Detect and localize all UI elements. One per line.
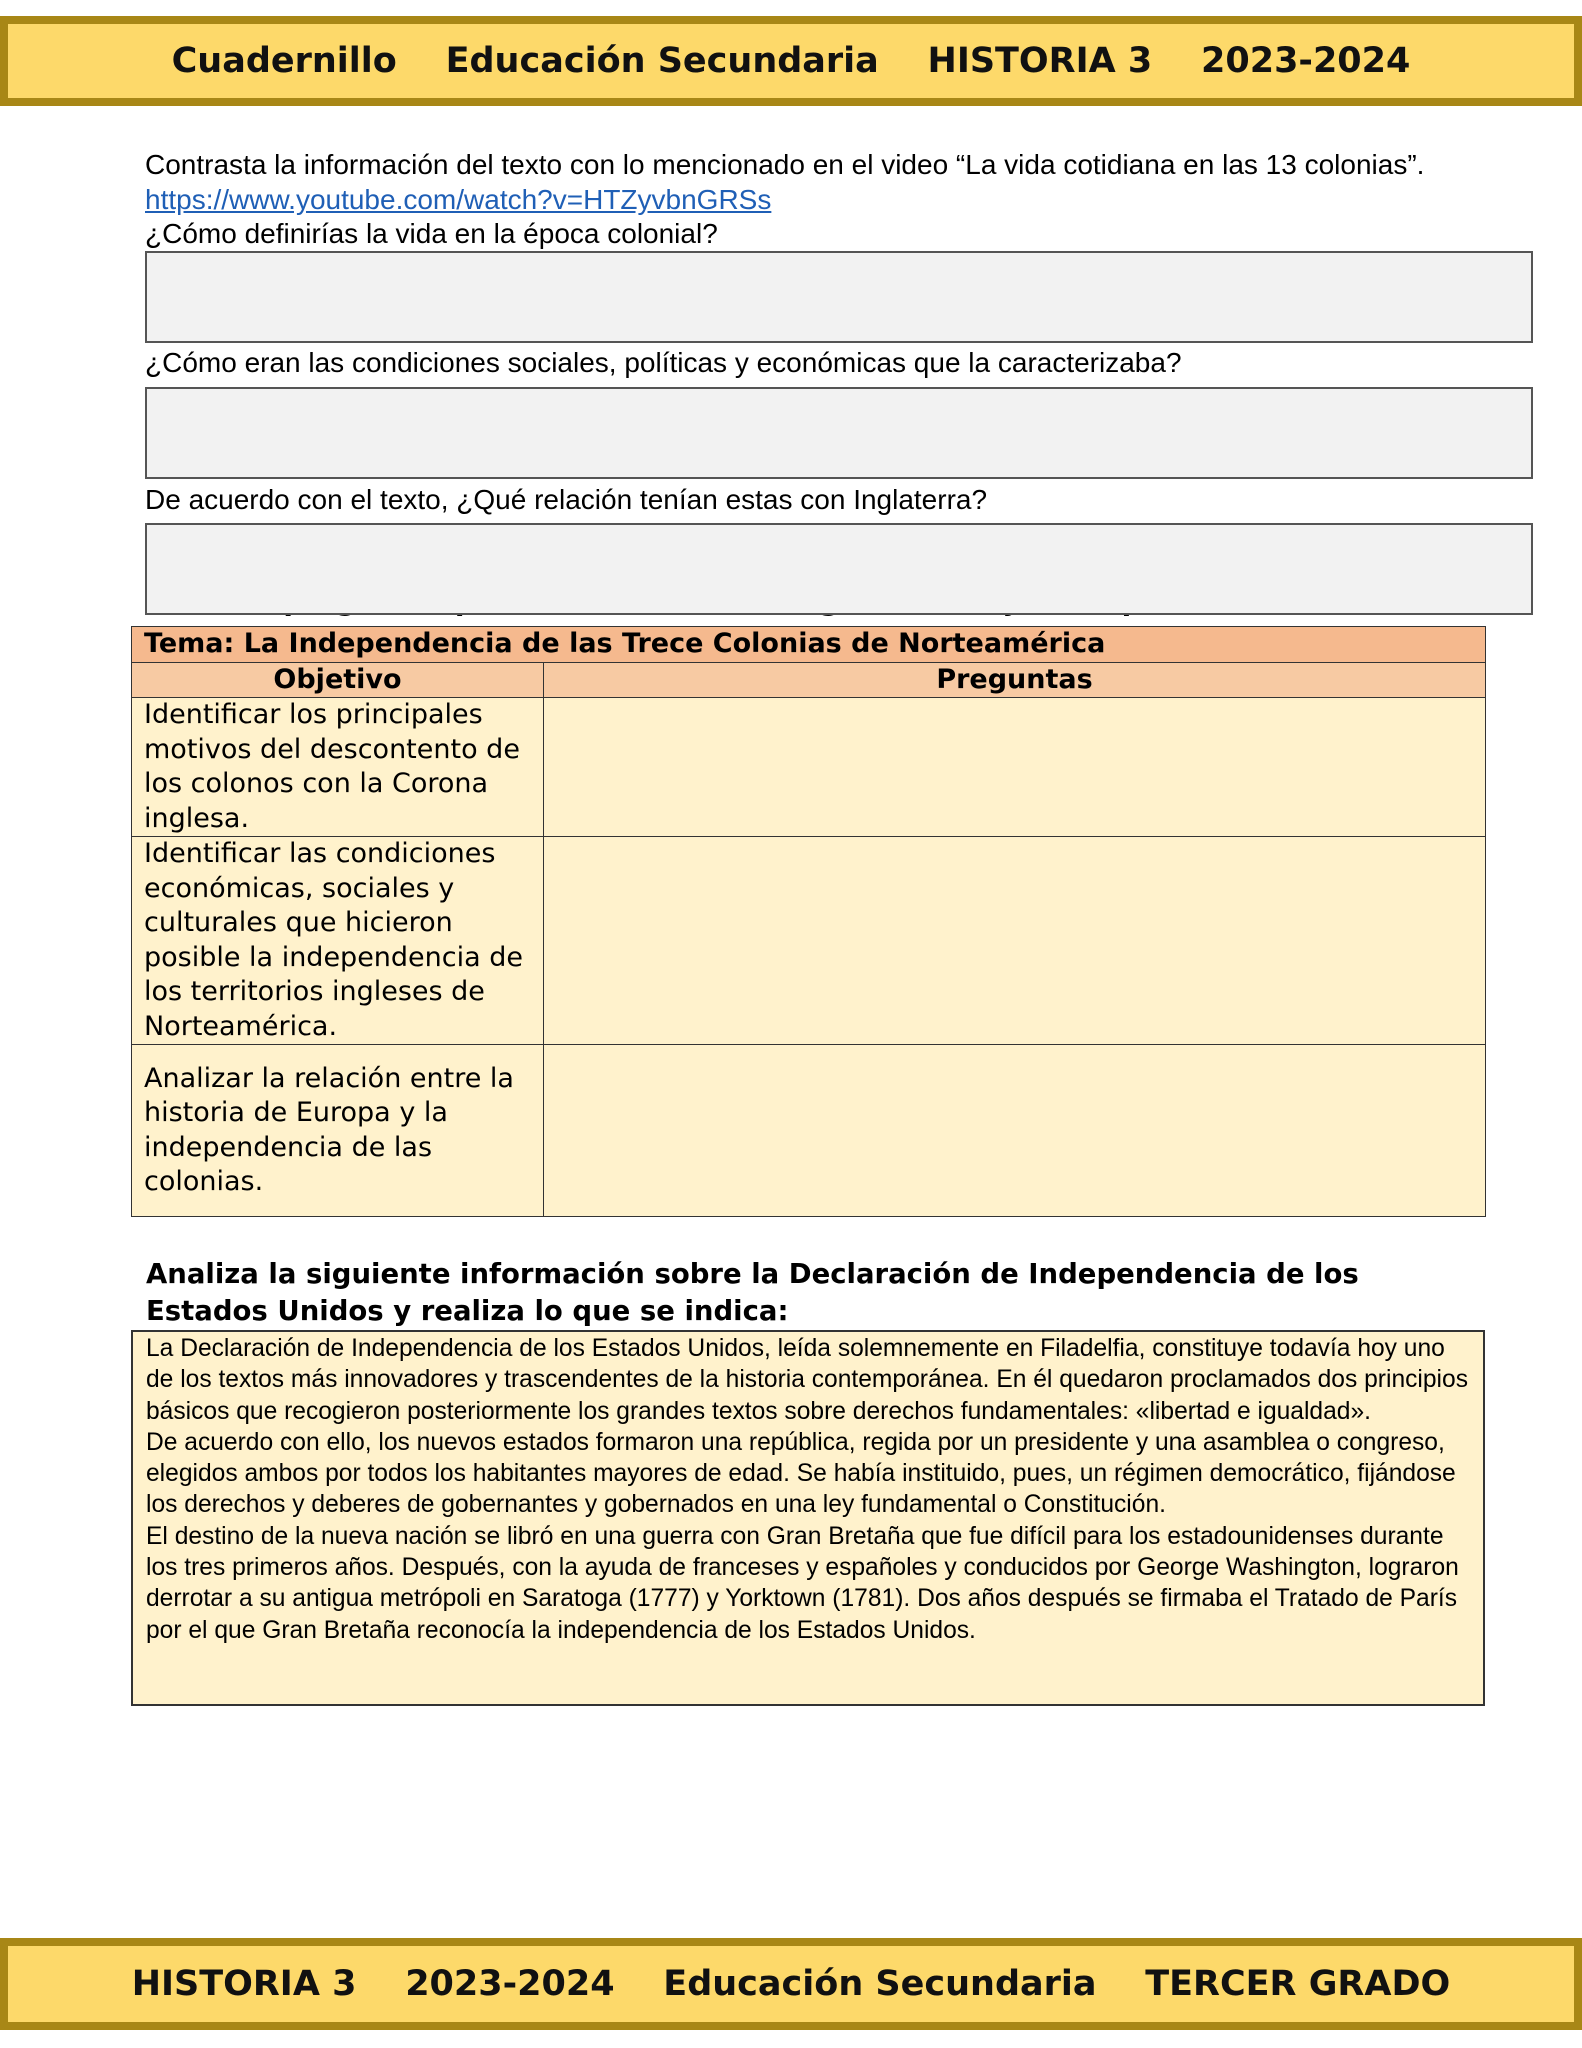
question-3-label: De acuerdo con el texto, ¿Qué relación tenían estas con Inglaterra?	[145, 484, 988, 515]
objective-cell: Analizar la relación entre la historia de Europa y la independencia de las colonias.	[132, 1045, 544, 1217]
declaration-paragraph: La Declaración de Independencia de los Estados Unidos, leída solemnemente en Filadelfia, constituye todavía hoy uno de los textos más innovadores y trascendentes de la historia contemporánea. En él quedaron proclamados dos principios básicos que recogieron posteriormente los grandes textos sobre derechos fundamentales: «libertad e igualdad».	[146, 1335, 1468, 1425]
column-header-preguntas: Preguntas	[544, 662, 1486, 698]
question-1-label: ¿Cómo definirías la vida en la época colonial?	[145, 218, 718, 249]
table-header-row	[132, 662, 1486, 698]
column-header-objetivo: Objetivo	[132, 662, 544, 698]
declaration-paragraph: De acuerdo con ello, los nuevos estados formaron una república, regida por un presidente y una asamblea o congreso, elegidos ambos por todos los habitantes mayores de edad. Se había instituido, pues, un régimen democrático, fijándose los derechos y deberes de gobernantes y gobernados en una ley fundamental o Constitución.	[146, 1428, 1456, 1519]
question-3-answer-box[interactable]	[145, 523, 1533, 615]
objective-cell: Identificar las condiciones económicas, sociales y culturales que hicieron posible la independencia de los territorios ingleses de Norteamérica.	[132, 837, 544, 1045]
video-link[interactable]: https://www.youtube.com/watch?v=HTZyvbnGRSs	[145, 184, 772, 215]
questions-cell[interactable]	[544, 837, 1486, 1045]
table-title: Tema: La Independencia de las Trece Colonias de Norteamérica	[132, 627, 1486, 663]
questions-cell[interactable]	[544, 1045, 1486, 1217]
table-title-row	[132, 627, 1486, 663]
footer-banner: HISTORIA 3 2023-2024 Educación Secundaria TERCER GRADO	[0, 1938, 1582, 2030]
table-row	[132, 1045, 1486, 1217]
declaration-heading: Analiza la siguiente información sobre la Declaración de Independencia de los Estados Unidos y realiza lo que se indica:	[146, 1258, 1359, 1327]
questions-cell[interactable]	[544, 698, 1486, 837]
question-2-label: ¿Cómo eran las condiciones sociales, políticas y económicas que la caracterizaba?	[145, 347, 1182, 378]
table-row	[132, 698, 1486, 837]
video-instruction: Contrasta la información del texto con lo mencionado en el video “La vida cotidiana en las 13 colonias”.	[145, 149, 1425, 180]
table-row	[132, 837, 1486, 1045]
header-banner: Cuadernillo Educación Secundaria HISTORIA 3 2023-2024	[0, 16, 1582, 106]
declaration-text-box	[131, 1330, 1485, 1706]
question-1-answer-box[interactable]	[145, 251, 1533, 343]
question-2-answer-box[interactable]	[145, 387, 1533, 479]
objective-cell: Identificar los principales motivos del descontento de los colonos con la Corona inglesa.	[132, 698, 544, 837]
objectives-table	[131, 626, 1486, 1217]
declaration-paragraph: El destino de la nueva nación se libró en una guerra con Gran Bretaña que fue difícil para los estadounidenses durante los tres primeros años. Después, con la ayuda de franceses y españoles y conducidos por George Washington, lograron derrotar a su antigua metrópoli en Saratoga (1777) y Yorktown (1781). Dos años después se firmaba el Tratado de París por el que Gran Bretaña reconocía la independencia de los Estados Unidos.	[146, 1522, 1459, 1644]
